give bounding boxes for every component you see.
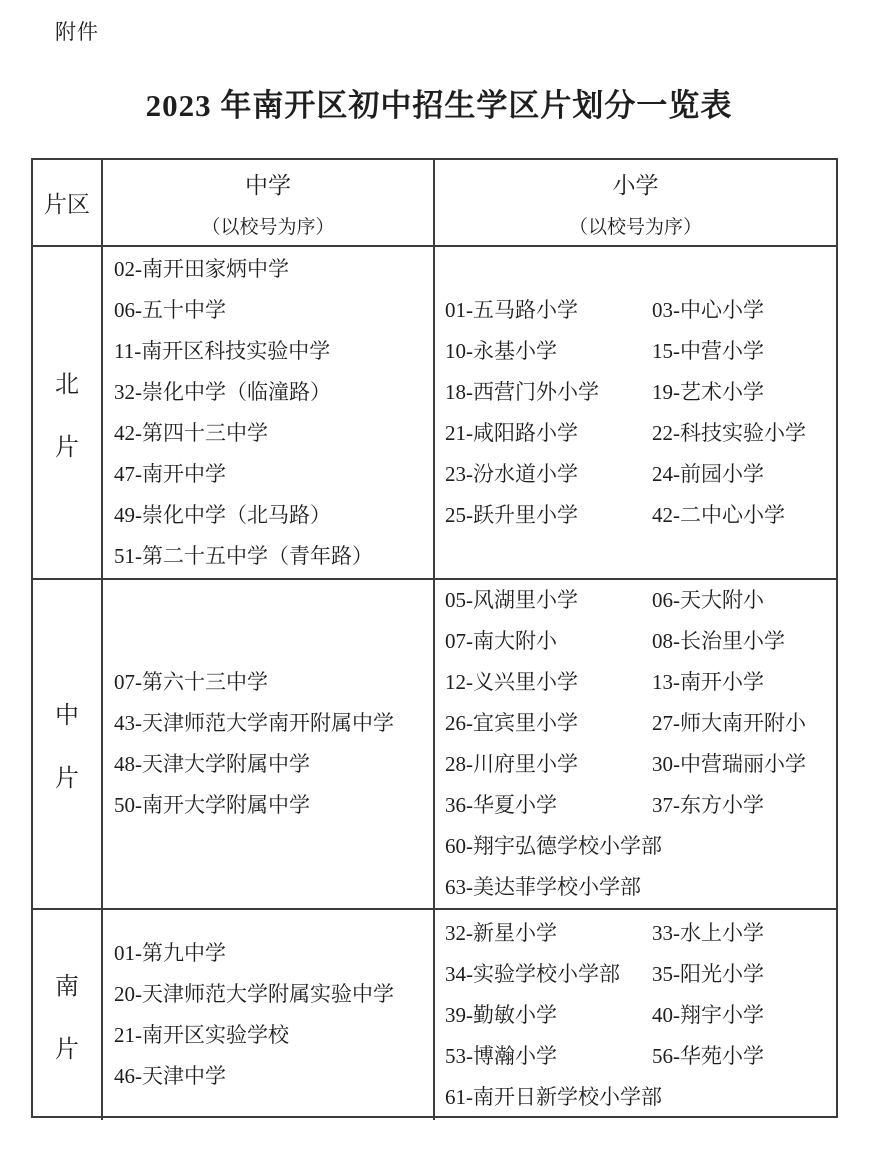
primary-school-grid: [445, 290, 836, 536]
district-char: 北: [55, 370, 79, 398]
attachment-label: 附件: [55, 21, 99, 44]
district-char: 中: [55, 702, 79, 729]
primary-school-item: 28-川府里小学: [445, 752, 578, 776]
primary-school-item: 32-新星小学: [445, 920, 557, 945]
primary-school-item: 34-实验学校小学部: [445, 961, 620, 986]
middle-school-item: 20-天津师范大学附属实验中学: [114, 982, 394, 1006]
primary-school-item: 61-南开日新学校小学部: [445, 1084, 662, 1109]
middle-school-item: 50-南开大学附属中学: [114, 793, 310, 817]
middle-school-item: 02-南开田家炳中学: [114, 256, 289, 281]
primary-school-item: 10-永基小学: [445, 338, 557, 363]
header-middle-school: [103, 160, 435, 247]
district-label-central: [33, 580, 103, 910]
primary-school-item: 63-美达菲学校小学部: [445, 875, 641, 899]
district-char: 片: [55, 765, 79, 792]
header-district: [33, 160, 103, 247]
primary-school-item: 19-艺术小学: [652, 379, 764, 404]
primary-school-grid: [445, 580, 836, 908]
district-char: 片: [55, 1036, 79, 1063]
primary-school-item: 08-长治里小学: [652, 629, 785, 653]
header-middle-school-note: （以校号为序）: [201, 216, 335, 238]
primary-school-item: 60-翔宇弘德学校小学部: [445, 834, 662, 858]
primary-school-item: 13-南开小学: [652, 670, 764, 694]
header-primary-school-label: 小学: [612, 171, 659, 198]
primary-school-item: 06-天大附小: [652, 588, 764, 612]
primary-school-item: 26-宜宾里小学: [445, 711, 578, 735]
header-district-label: 片区: [44, 191, 90, 217]
primary-school-item: 36-华夏小学: [445, 793, 557, 817]
primary-school-item: 12-义兴里小学: [445, 670, 578, 694]
middle-school-item: 46-天津中学: [114, 1064, 226, 1088]
middle-school-item: 06-五十中学: [114, 297, 226, 322]
primary-school-item: 22-科技实验小学: [652, 420, 806, 445]
school-district-table: [31, 158, 838, 1118]
primary-school-item: 53-博瀚小学: [445, 1043, 557, 1068]
primary-school-grid: [445, 913, 836, 1118]
middle-schools-central: [103, 580, 435, 910]
middle-school-item: 32-崇化中学（临潼路）: [114, 379, 331, 404]
middle-school-item: 01-第九中学: [114, 941, 226, 965]
primary-school-item: 01-五马路小学: [445, 297, 578, 322]
primary-schools-south: [435, 910, 836, 1120]
primary-school-item: 30-中营瑞丽小学: [652, 752, 806, 776]
primary-school-item: 42-二中心小学: [652, 502, 785, 527]
primary-school-item: 23-汾水道小学: [445, 461, 578, 486]
middle-school-item: 11-南开区科技实验中学: [114, 338, 331, 363]
header-primary-school-note: （以校号为序）: [568, 216, 702, 238]
primary-school-item: 24-前园小学: [652, 461, 764, 486]
primary-school-item: 15-中营小学: [652, 338, 764, 363]
middle-schools-south: [103, 910, 435, 1120]
primary-school-item: 21-咸阳路小学: [445, 420, 578, 445]
header-middle-school-label: 中学: [245, 171, 291, 198]
middle-school-item: 42-第四十三中学: [114, 420, 268, 445]
primary-school-item: 03-中心小学: [652, 297, 764, 322]
primary-school-item: 33-水上小学: [652, 920, 764, 945]
district-char: 片: [55, 433, 79, 461]
primary-school-item: 39-勤敏小学: [445, 1002, 557, 1027]
primary-schools-central: [435, 580, 836, 910]
primary-school-item: 35-阳光小学: [652, 961, 764, 986]
primary-school-item: 25-跃升里小学: [445, 502, 578, 527]
page-title: 2023 年南开区初中招生学区片划分一览表: [145, 88, 733, 123]
middle-school-item: 47-南开中学: [114, 461, 226, 486]
primary-school-item: 40-翔宇小学: [652, 1002, 764, 1027]
middle-school-item: 48-天津大学附属中学: [114, 752, 310, 776]
primary-school-item: 05-风湖里小学: [445, 588, 578, 612]
primary-schools-north: [435, 247, 836, 580]
primary-school-item: 56-华苑小学: [652, 1043, 764, 1068]
header-primary-school: [435, 160, 836, 247]
district-char: 南: [55, 973, 79, 1000]
district-label-south: [33, 910, 103, 1120]
middle-school-item: 43-天津师范大学南开附属中学: [114, 711, 394, 735]
middle-school-item: 21-南开区实验学校: [114, 1023, 289, 1047]
primary-school-item: 18-西营门外小学: [445, 379, 599, 404]
primary-school-item: 37-东方小学: [652, 793, 764, 817]
middle-school-item: 07-第六十三中学: [114, 670, 268, 694]
middle-school-item: 49-崇化中学（北马路）: [114, 502, 331, 527]
primary-school-item: 07-南大附小: [445, 629, 557, 653]
middle-school-item: 51-第二十五中学（青年路）: [114, 543, 373, 568]
primary-school-item: 27-师大南开附小: [652, 711, 806, 735]
middle-schools-north: [103, 247, 435, 580]
district-label-north: [33, 247, 103, 580]
